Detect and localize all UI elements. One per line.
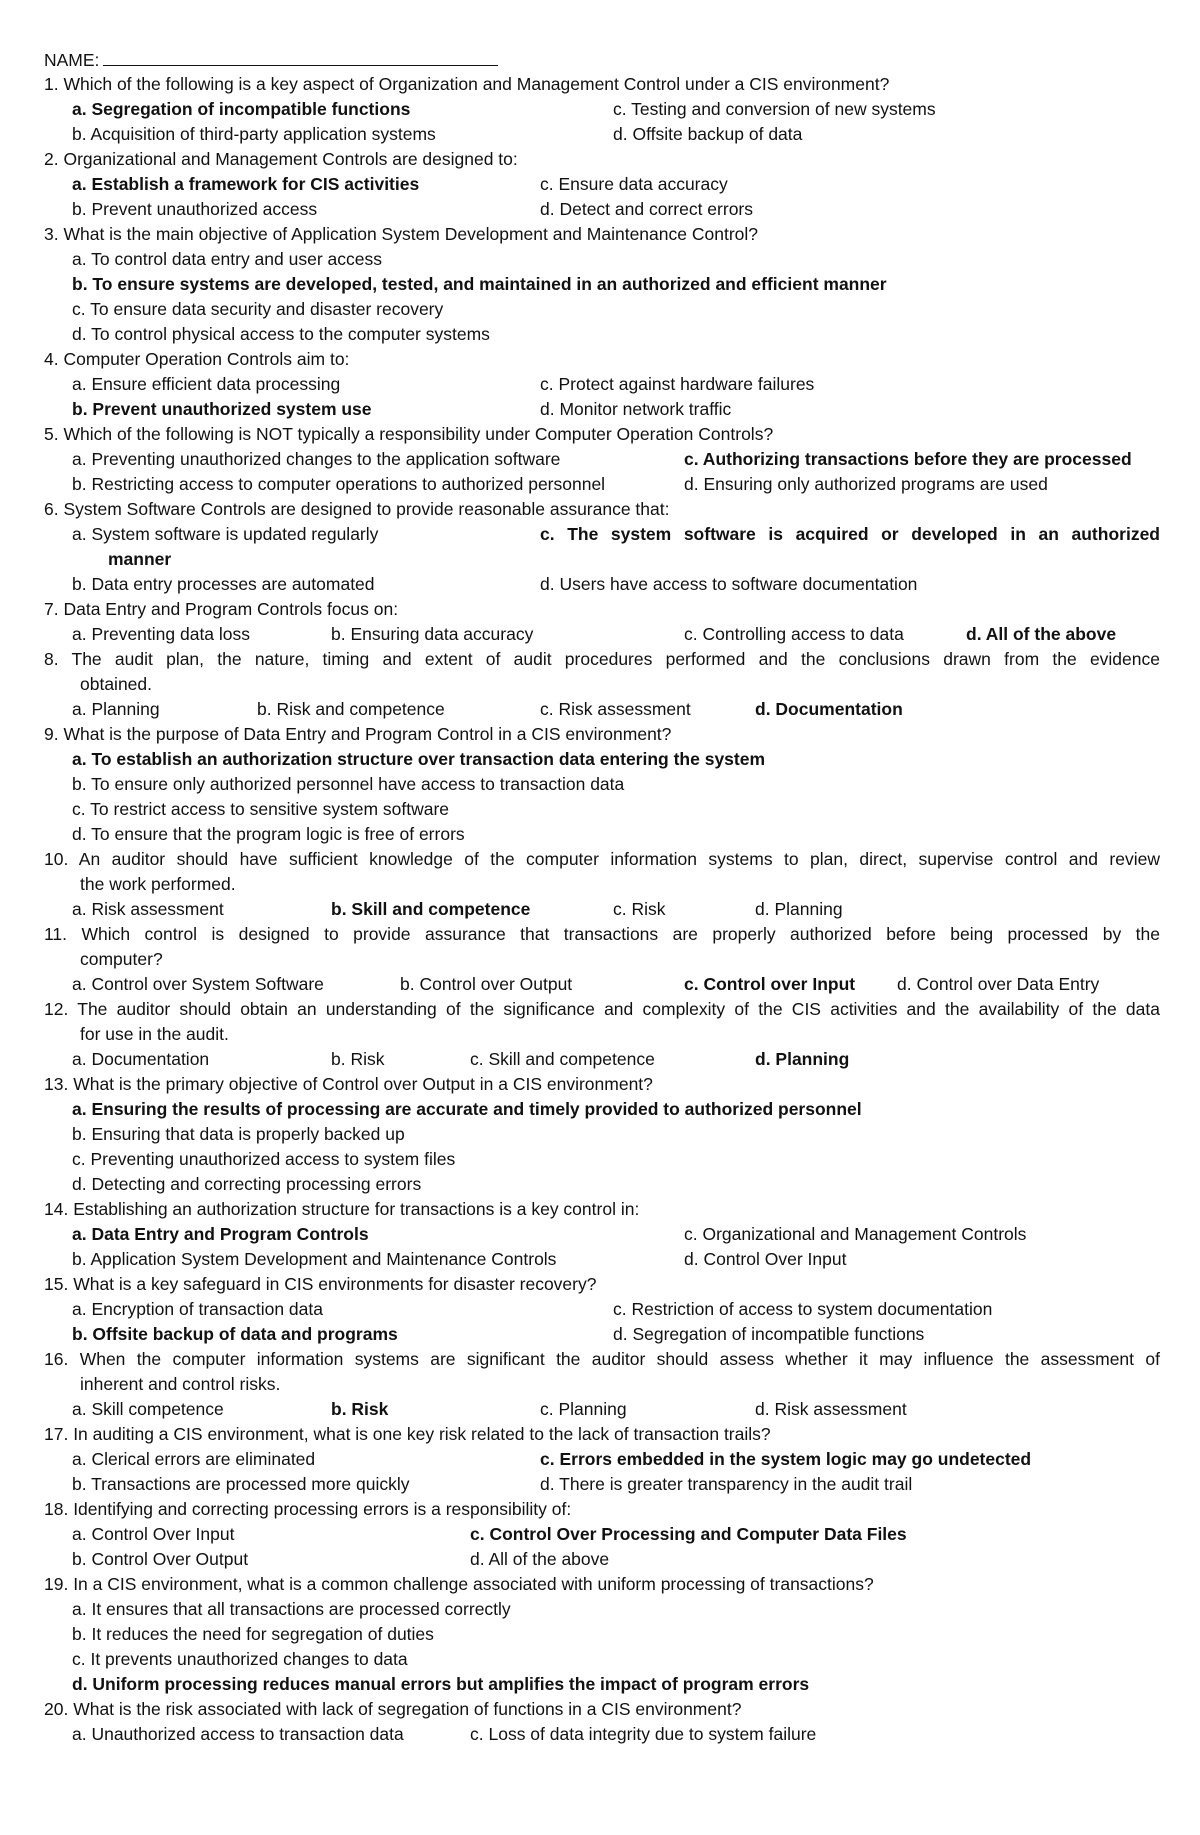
q7-option-c: c. Controlling access to data xyxy=(684,624,904,644)
q8-option-c: c. Risk assessment xyxy=(540,699,691,719)
q12-option-d: d. Planning xyxy=(755,1049,850,1069)
q13-option-a: a. Ensuring the results of processing are accurate and timely provided to authorized personnel xyxy=(72,1099,862,1119)
q9-option-c: c. To restrict access to sensitive system software xyxy=(72,799,450,819)
q6-option-b: b. Data entry processes are automated xyxy=(72,574,375,594)
q15-option-a: a. Encryption of transaction data xyxy=(72,1299,323,1319)
q18-option-c: c. Control Over Processing and Computer Data Files xyxy=(470,1524,907,1544)
q16-option-c: c. Planning xyxy=(540,1399,627,1419)
q11-option-c: c. Control over Input xyxy=(684,974,856,994)
q11-option-d: d. Control over Data Entry xyxy=(897,974,1100,994)
q2-option-d: d. Detect and correct errors xyxy=(540,199,753,219)
q3-option-a: a. To control data entry and user access xyxy=(72,249,382,269)
q2-option-b: b. Prevent unauthorized access xyxy=(72,199,318,219)
question-8: 8. The audit plan, the nature, timing and extent of audit procedures performed and the conclusions drawn from the evidence xyxy=(44,649,1160,669)
q1-option-d: d. Offsite backup of data xyxy=(613,124,803,144)
q3-option-c: c. To ensure data security and disaster recovery xyxy=(72,299,444,319)
q4-option-d: d. Monitor network traffic xyxy=(540,399,732,419)
question-12-continued: for use in the audit. xyxy=(80,1024,229,1044)
name-field xyxy=(44,49,1160,71)
q19-option-a: a. It ensures that all transactions are processed correctly xyxy=(72,1599,511,1619)
q15-option-c: c. Restriction of access to system documentation xyxy=(613,1299,993,1319)
q7-option-b: b. Ensuring data accuracy xyxy=(331,624,534,644)
question-13: 13. What is the primary objective of Control over Output in a CIS environment? xyxy=(44,1074,653,1094)
question-11-continued: computer? xyxy=(80,949,163,969)
q6-option-c: c. The system software is acquired or developed in an authorized xyxy=(540,524,1160,544)
q10-option-b: b. Skill and competence xyxy=(331,899,531,919)
q12-option-b: b. Risk xyxy=(331,1049,385,1069)
q1-option-b: b. Acquisition of third-party application systems xyxy=(72,124,436,144)
q14-option-b: b. Application System Development and Maintenance Controls xyxy=(72,1249,557,1269)
question-7: 7. Data Entry and Program Controls focus on: xyxy=(44,599,399,619)
q12-option-c: c. Skill and competence xyxy=(470,1049,655,1069)
q9-option-a: a. To establish an authorization structure over transaction data entering the system xyxy=(72,749,766,769)
q4-option-c: c. Protect against hardware failures xyxy=(540,374,815,394)
q8-option-a: a. Planning xyxy=(72,699,160,719)
question-11: 11. Which control is designed to provide assurance that transactions are properly authorized before being processed by the xyxy=(44,924,1160,944)
q5-option-c: c. Authorizing transactions before they are processed xyxy=(684,449,1132,469)
q2-option-a: a. Establish a framework for CIS activities xyxy=(72,174,420,194)
q13-option-c: c. Preventing unauthorized access to system files xyxy=(72,1149,456,1169)
question-9: 9. What is the purpose of Data Entry and Program Control in a CIS environment? xyxy=(44,724,672,744)
q15-option-d: d. Segregation of incompatible functions xyxy=(613,1324,925,1344)
q10-option-a: a. Risk assessment xyxy=(72,899,224,919)
q12-option-a: a. Documentation xyxy=(72,1049,210,1069)
question-16: 16. When the computer information systems are significant the auditor should assess whether it may influence the assessment of xyxy=(44,1349,1160,1369)
q18-option-b: b. Control Over Output xyxy=(72,1549,249,1569)
q16-option-b: b. Risk xyxy=(331,1399,389,1419)
question-15: 15. What is a key safeguard in CIS environments for disaster recovery? xyxy=(44,1274,597,1294)
q5-option-a: a. Preventing unauthorized changes to the application software xyxy=(72,449,561,469)
q10-option-d: d. Planning xyxy=(755,899,843,919)
question-8-continued: obtained. xyxy=(80,674,153,694)
q18-option-d: d. All of the above xyxy=(470,1549,610,1569)
q4-option-b: b. Prevent unauthorized system use xyxy=(72,399,372,419)
q9-option-d: d. To ensure that the program logic is free of errors xyxy=(72,824,465,844)
q6-option-d: d. Users have access to software documentation xyxy=(540,574,918,594)
name-label: NAME: xyxy=(44,50,100,70)
question-5: 5. Which of the following is NOT typically a responsibility under Computer Operation Controls? xyxy=(44,424,774,444)
question-17: 17. In auditing a CIS environment, what is one key risk related to the lack of transaction trails? xyxy=(44,1424,771,1444)
q2-option-c: c. Ensure data accuracy xyxy=(540,174,728,194)
question-14: 14. Establishing an authorization structure for transactions is a key control in: xyxy=(44,1199,640,1219)
q16-option-a: a. Skill competence xyxy=(72,1399,224,1419)
q11-option-a: a. Control over System Software xyxy=(72,974,324,994)
q17-option-b: b. Transactions are processed more quickly xyxy=(72,1474,410,1494)
q17-option-c: c. Errors embedded in the system logic may go undetected xyxy=(540,1449,1032,1469)
q7-option-a: a. Preventing data loss xyxy=(72,624,251,644)
q8-option-b: b. Risk and competence xyxy=(257,699,445,719)
q10-option-c: c. Risk xyxy=(613,899,666,919)
question-3: 3. What is the main objective of Application System Development and Maintenance Control? xyxy=(44,224,758,244)
question-2: 2. Organizational and Management Controls are designed to: xyxy=(44,149,518,169)
q1-option-c: c. Testing and conversion of new systems xyxy=(613,99,936,119)
name-blank[interactable] xyxy=(103,51,498,66)
q8-option-d: d. Documentation xyxy=(755,699,903,719)
q17-option-a: a. Clerical errors are eliminated xyxy=(72,1449,316,1469)
q5-option-b: b. Restricting access to computer operations to authorized personnel xyxy=(72,474,606,494)
q7-option-d: d. All of the above xyxy=(966,624,1117,644)
q4-option-a: a. Ensure efficient data processing xyxy=(72,374,341,394)
q11-option-b: b. Control over Output xyxy=(400,974,573,994)
q3-option-b: b. To ensure systems are developed, tested, and maintained in an authorized and efficient manner xyxy=(72,274,887,294)
q3-option-d: d. To control physical access to the computer systems xyxy=(72,324,490,344)
q20-option-a: a. Unauthorized access to transaction data xyxy=(72,1724,404,1744)
q14-option-c: c. Organizational and Management Controls xyxy=(684,1224,1027,1244)
q19-option-b: b. It reduces the need for segregation of duties xyxy=(72,1624,434,1644)
question-10: 10. An auditor should have sufficient knowledge of the computer information systems to plan, direct, supervise control and review xyxy=(44,849,1160,869)
q20-option-c: c. Loss of data integrity due to system failure xyxy=(470,1724,817,1744)
q9-option-b: b. To ensure only authorized personnel have access to transaction data xyxy=(72,774,625,794)
q15-option-b: b. Offsite backup of data and programs xyxy=(72,1324,398,1344)
q18-option-a: a. Control Over Input xyxy=(72,1524,235,1544)
question-12: 12. The auditor should obtain an understanding of the significance and complexity of the CIS activities and the availability of the data xyxy=(44,999,1160,1019)
q1-option-a: a. Segregation of incompatible functions xyxy=(72,99,411,119)
question-20: 20. What is the risk associated with lack of segregation of functions in a CIS environment? xyxy=(44,1699,742,1719)
q6-option-a: a. System software is updated regularly xyxy=(72,524,379,544)
question-18: 18. Identifying and correcting processing errors is a responsibility of: xyxy=(44,1499,572,1519)
question-10-continued: the work performed. xyxy=(80,874,236,894)
q14-option-a: a. Data Entry and Program Controls xyxy=(72,1224,369,1244)
question-19: 19. In a CIS environment, what is a common challenge associated with uniform processing of transactions? xyxy=(44,1574,874,1594)
q17-option-d: d. There is greater transparency in the audit trail xyxy=(540,1474,913,1494)
question-1: 1. Which of the following is a key aspect of Organization and Management Control under a CIS environment? xyxy=(44,74,890,94)
question-16-continued: inherent and control risks. xyxy=(80,1374,281,1394)
q5-option-d: d. Ensuring only authorized programs are used xyxy=(684,474,1048,494)
question-6: 6. System Software Controls are designed to provide reasonable assurance that: xyxy=(44,499,670,519)
q19-option-c: c. It prevents unauthorized changes to data xyxy=(72,1649,408,1669)
q6-option-c-continued: manner xyxy=(108,549,172,569)
question-4: 4. Computer Operation Controls aim to: xyxy=(44,349,350,369)
q19-option-d: d. Uniform processing reduces manual errors but amplifies the impact of program errors xyxy=(72,1674,810,1694)
q13-option-d: d. Detecting and correcting processing errors xyxy=(72,1174,422,1194)
q13-option-b: b. Ensuring that data is properly backed up xyxy=(72,1124,405,1144)
q16-option-d: d. Risk assessment xyxy=(755,1399,907,1419)
q14-option-d: d. Control Over Input xyxy=(684,1249,847,1269)
